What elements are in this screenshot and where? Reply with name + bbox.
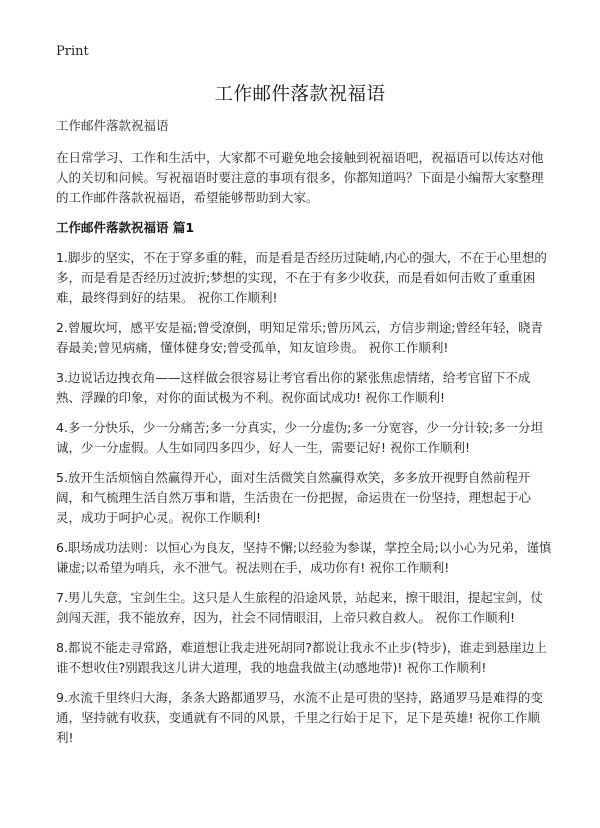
list-item: 5.放开生活烦恼自然赢得开心，面对生活微笑自然赢得欢笑，多多放开视野自然前程开阔，和气梳理生活自然万事和谐，生活贵在一份把握，命运贵在一份坚持，理想起于心灵，成功于呵护心灵。祝你工作顺利! <box>56 470 532 525</box>
list-item: 6.职场成功法则：以恒心为良友，坚持不懈;以经验为参谋，掌控全局;以小心为兄弟，谨慎谦虚;以希望为哨兵，永不泄气。祝法则在手，成功你有! 祝你工作顺利! <box>56 540 552 575</box>
document-body <box>56 116 552 758</box>
intro-paragraph: 在日常学习、工作和生活中，大家都不可避免地会接触到祝福语吧，祝福语可以传达对他人的关切和问候。写祝福语时要注意的事项有很多，你都知道吗？下面是小编帮大家整理的工作邮件落款祝福语，希望能够帮助到大家。 <box>56 150 544 205</box>
list-item: 3.边说话边拽衣角——这样做会很容易让考官看出你的紧张焦虑情绪，给考官留下不成熟、浮躁的印象，对你的面试极为不利。祝你面试成功! 祝你工作顺利! <box>56 370 531 405</box>
document-subtitle: 工作邮件落款祝福语 <box>56 118 169 133</box>
document-title: 工作邮件落款祝福语 <box>214 84 386 105</box>
list-item: 9.水流千里终归大海，条条大路都通罗马，水流不止是可贵的坚持，路通罗马是难得的变通，坚持就有收获，变通就有不同的风景，千里之行始于足下，足下是英雄! 祝你工作顺利! <box>56 690 543 745</box>
list-item: 7.男儿失意，宝剑生尘。这只是人生旅程的沿途风景，站起来，擦干眼泪，提起宝剑，仗剑闯天涯，我不能放弃，因为，社会不同情眼泪，上帝只救自救人。 祝你工作顺利! <box>56 590 543 625</box>
list-item: 4.多一分快乐，少一分痛苦;多一分真实，少一分虚伪;多一分宽容，少一分计较;多一分坦诚，少一分虚假。人生如同四多四少，好人一生，需要记好! 祝你工作顺利! <box>56 420 544 455</box>
list-item: 2.曾履坎坷，感平安是福;曾受潦倒，明知足常乐;曾历风云，方信步荆途;曾经年轻，晓青春最美;曾见病痛，懂体健身安;曾受孤单，知友谊珍贵。 祝你工作顺利! <box>56 320 544 355</box>
list-item: 1.脚步的坚实，不在于穿多重的鞋，而是看是否经历过陡峭,内心的强大，不在于心里想的多，而是看是否经历过波折;梦想的实现，不在于有多少收获，而是看如何击败了重重困难，最终得到好的结果。 祝你工作顺利! <box>56 250 547 305</box>
list-item: 8.都说不能走寻常路，难道想让我走进死胡同?都说让我永不止步(特步)，谁走到悬崖边上谁不想收住?别跟我这儿讲大道理，我的地盘我做主(动感地带)! 祝你工作顺利! <box>56 640 547 675</box>
print-link[interactable]: Print <box>56 44 89 59</box>
section-heading: 工作邮件落款祝福语 篇1 <box>56 220 195 235</box>
